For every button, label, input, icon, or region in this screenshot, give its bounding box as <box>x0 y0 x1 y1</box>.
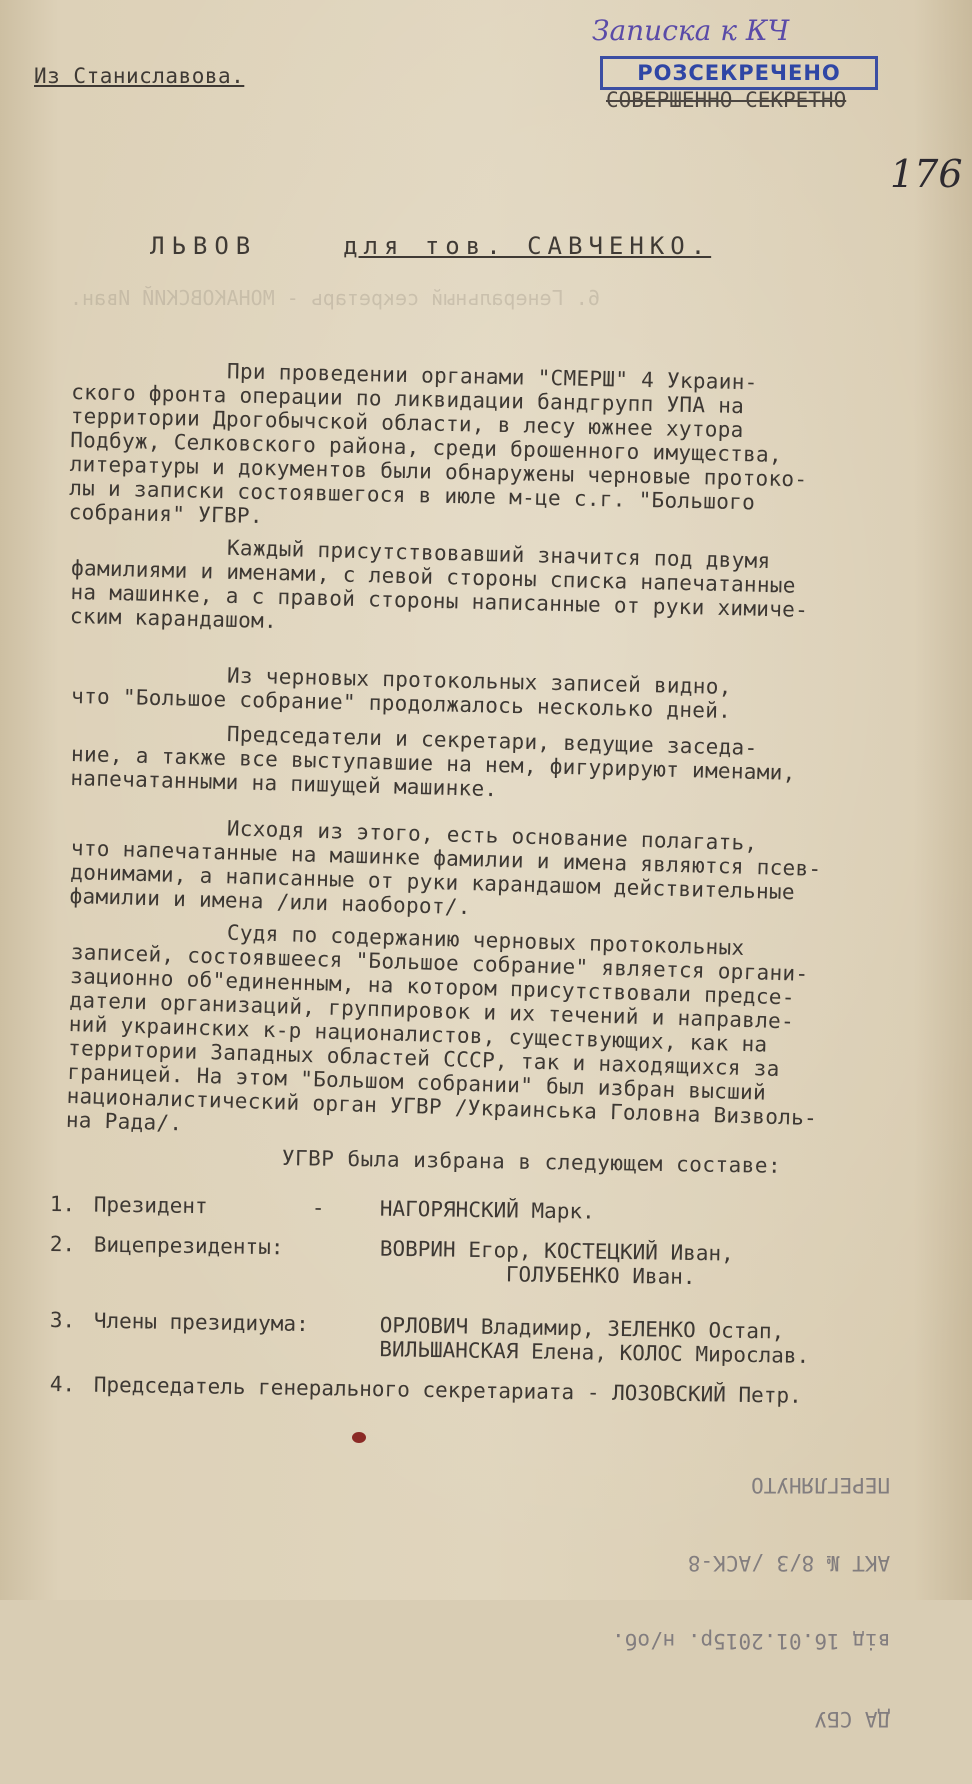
decl-line-3: АКТ № 8/3 /АСК-8 <box>687 1551 891 1575</box>
heading-city: ЛЬВОВ <box>150 232 258 260</box>
member-row-presidium <box>49 1308 950 1368</box>
row-number: 2. <box>49 1232 76 1257</box>
row-role: Вицепрезиденты: <box>93 1232 284 1260</box>
declassification-stamp <box>612 1420 890 1784</box>
paragraph-2: Каждый присутствовавший значится под двумя фамилиями и именами, с левой стороны списка напечатанные на машинке, а с правой стороны написанные от руки химиче- ским карандашом. <box>69 532 809 634</box>
member-row-vicepresidents <box>49 1232 950 1290</box>
decl-line-1: ДА СБУ <box>814 1707 891 1731</box>
row-number: 1. <box>49 1192 76 1217</box>
row-names: ОРЛОВИЧ Владимир, ЗЕЛЕНКО Остап, ВИЛЬШАНСКАЯ Елена, КОЛОС Мирослав. <box>379 1313 810 1368</box>
paragraph-4: Председатели и секретари, ведущие заседа- ние, а также все выступавшие на нем, фигурируют именами, напечатанными на пишущей машинке. <box>70 718 796 802</box>
paragraph-3: Из черновых протокольных записей видно, что "Большое собрание" продолжалось несколько дней. <box>70 660 732 723</box>
document-heading <box>150 232 711 260</box>
secrecy-label: СОВЕРШЕННО СЕКРЕТНО <box>606 88 847 112</box>
heading-addressee: для тов. САВЧЕНКО. <box>343 232 712 260</box>
decl-line-4: ПЕРЕГЛЯНУТО <box>751 1473 891 1497</box>
page-number: 176 <box>890 152 963 196</box>
sender-line: Из Станиславова. <box>34 64 245 88</box>
row-role: Председатель генерального секретариата - ЛОЗОВСКИЙ Петр. <box>93 1372 802 1408</box>
composition-intro: УГВР была избрана в следующем составе: <box>281 1146 782 1178</box>
member-row-secretariat <box>49 1372 950 1408</box>
row-names: НАГОРЯНСКИЙ Марк. <box>379 1196 595 1224</box>
row-role: Президент <box>93 1192 208 1219</box>
row-number: 4. <box>49 1372 76 1397</box>
paragraph-1: При проведении органами "СМЕРШ" 4 Украин- ского фронта операции по ликвидации бандгрупп УПА на территории Дрогобычской области, в лесу южнее хутора Подбуж, Селковского района, среди брошенного имущества, литературы и документов были обнаружены черновые протоко- лы и записки состоявшегося в июле м-це с.г. "Большого собрания" УГВР. <box>68 356 808 529</box>
row-role: Члены президиума: <box>93 1308 309 1337</box>
row-number: 3. <box>49 1308 76 1333</box>
row-dash: - <box>311 1195 325 1220</box>
paragraph-5: Исходя из этого, есть основание полагать, что напечатанные на машинке фамилии и имена являются псев- донимами, а написанные от руки карандашом действительные фамилии и имена /или наоборот/. <box>69 812 822 920</box>
declassified-stamp: РОЗСЕКРЕЧЕНО <box>600 56 878 90</box>
bleed-through-text: 6. Генеральный секретарь - МОНАКОВСКИЙ Иван. <box>70 286 600 310</box>
decl-line-2: від 16.01.2015р. н/об. <box>612 1629 891 1653</box>
handwritten-note: Записка к КЧ <box>592 14 790 47</box>
paragraph-6: Судя по содержанию черновых протокольных записей, состоявшееся "Большое собрание" является органи- зационно об"единенным, на котором присутствовали предсе- датели организаций, группировок и их течений и направле- ний украинских к-р националистов, существующих, как на территории Западных областей СССР, так и находящихся за границей. На этом "Большом собрании" был избран высший националистический орган УГВР /Украинська Головна Визволь- на Рада/. <box>65 916 818 1136</box>
row-names: ВОВРИН Егор, КОСТЕЦКИЙ Иван, ГОЛУБЕНКО Иван. <box>379 1236 734 1290</box>
ink-blot <box>352 1432 366 1443</box>
member-row-president <box>49 1192 950 1224</box>
